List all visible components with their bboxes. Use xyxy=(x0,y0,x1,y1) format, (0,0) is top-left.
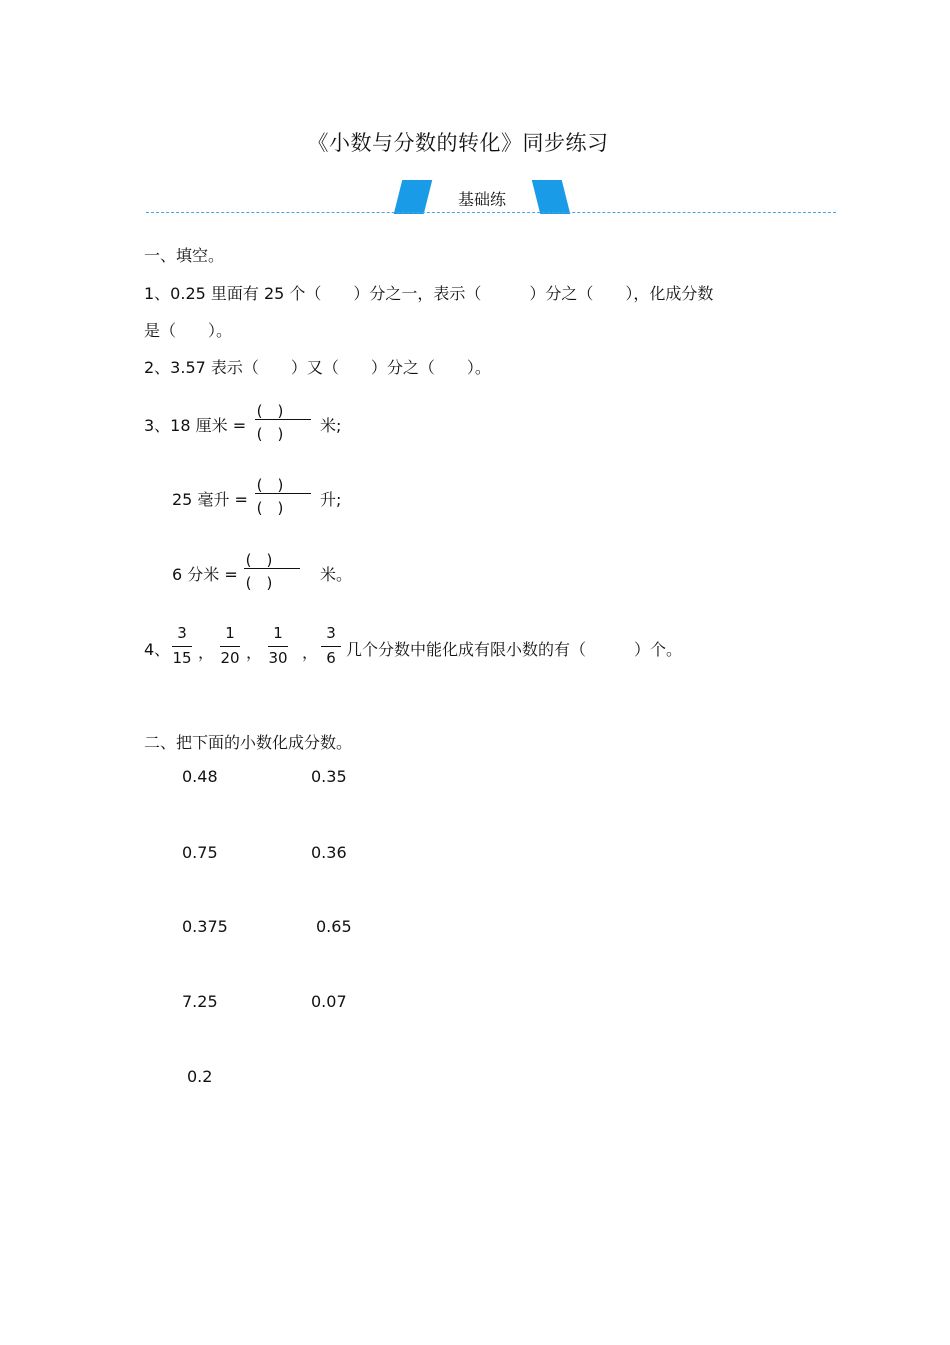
fraction-numerator: 1 xyxy=(225,624,235,642)
question-3-row3-label: 6 分米 = xyxy=(172,565,238,584)
fraction-denominator: 30 xyxy=(268,649,288,667)
fraction-separator: ， xyxy=(302,643,319,662)
fraction-bar xyxy=(321,646,341,647)
section-divider xyxy=(146,212,836,213)
fraction-denominator: ( ) xyxy=(245,574,273,592)
fraction-numerator: ( ) xyxy=(256,402,284,420)
question-4-text: 几个分数中能化成有限小数的有（ ）个。 xyxy=(346,640,683,659)
fraction-1-20 xyxy=(217,624,243,670)
question-3-unit-3: 米。 xyxy=(320,565,353,584)
fraction-separator: ， xyxy=(246,643,263,662)
decimal-item: 0.75 xyxy=(182,843,218,862)
fraction-bar xyxy=(255,493,311,494)
fraction-denominator: ( ) xyxy=(256,425,284,443)
fraction-separator: ， xyxy=(198,643,215,662)
fraction-denominator: 15 xyxy=(172,649,192,667)
decimal-item: 0.35 xyxy=(311,767,347,786)
banner-right-tab xyxy=(532,180,570,214)
section2-heading: 二、把下面的小数化成分数。 xyxy=(144,733,353,752)
section1-heading: 一、填空。 xyxy=(144,246,225,265)
question-1-line2: 是（ ）。 xyxy=(144,321,233,340)
fraction-bar xyxy=(220,646,240,647)
decimal-item: 0.07 xyxy=(311,992,347,1011)
decimal-item: 0.65 xyxy=(316,917,352,936)
fraction-blank-2 xyxy=(253,474,313,519)
question-3-label: 3、18 厘米 = xyxy=(144,416,247,435)
fraction-numerator: 3 xyxy=(177,624,187,642)
fraction-bar xyxy=(172,646,192,647)
fraction-numerator: 3 xyxy=(326,624,336,642)
banner-label: 基础练 xyxy=(458,190,507,209)
question-2: 2、3.57 表示（ ）又（ ）分之（ ）。 xyxy=(144,358,491,377)
fraction-blank-3 xyxy=(242,549,302,594)
fraction-bar xyxy=(268,646,288,647)
question-3-unit-2: 升; xyxy=(320,490,342,509)
question-4-prefix: 4、 xyxy=(144,640,171,659)
fraction-3-15 xyxy=(169,624,195,670)
question-1-line1: 1、0.25 里面有 25 个（ ）分之一，表示（ ）分之（ ），化成分数 xyxy=(144,284,714,303)
fraction-bar xyxy=(244,568,300,569)
fraction-numerator: ( ) xyxy=(245,551,273,569)
fraction-numerator: ( ) xyxy=(256,476,284,494)
question-3-row2-label: 25 毫升 = xyxy=(172,490,248,509)
fraction-1-30 xyxy=(265,624,291,670)
decimal-item: 0.48 xyxy=(182,767,218,786)
fraction-denominator: ( ) xyxy=(256,499,284,517)
fraction-3-6 xyxy=(318,624,344,670)
decimal-item: 0.2 xyxy=(187,1067,213,1086)
fraction-numerator: 1 xyxy=(273,624,283,642)
decimal-item: 0.36 xyxy=(311,843,347,862)
fraction-denominator: 20 xyxy=(220,649,240,667)
fraction-bar xyxy=(255,419,311,420)
fraction-blank-1 xyxy=(253,400,313,445)
page-title: 《小数与分数的转化》同步练习 xyxy=(307,131,609,155)
fraction-denominator: 6 xyxy=(326,649,336,667)
decimal-item: 0.375 xyxy=(182,917,228,936)
decimal-item: 7.25 xyxy=(182,992,218,1011)
banner-left-tab xyxy=(394,180,432,214)
question-3-unit-1: 米; xyxy=(320,416,342,435)
